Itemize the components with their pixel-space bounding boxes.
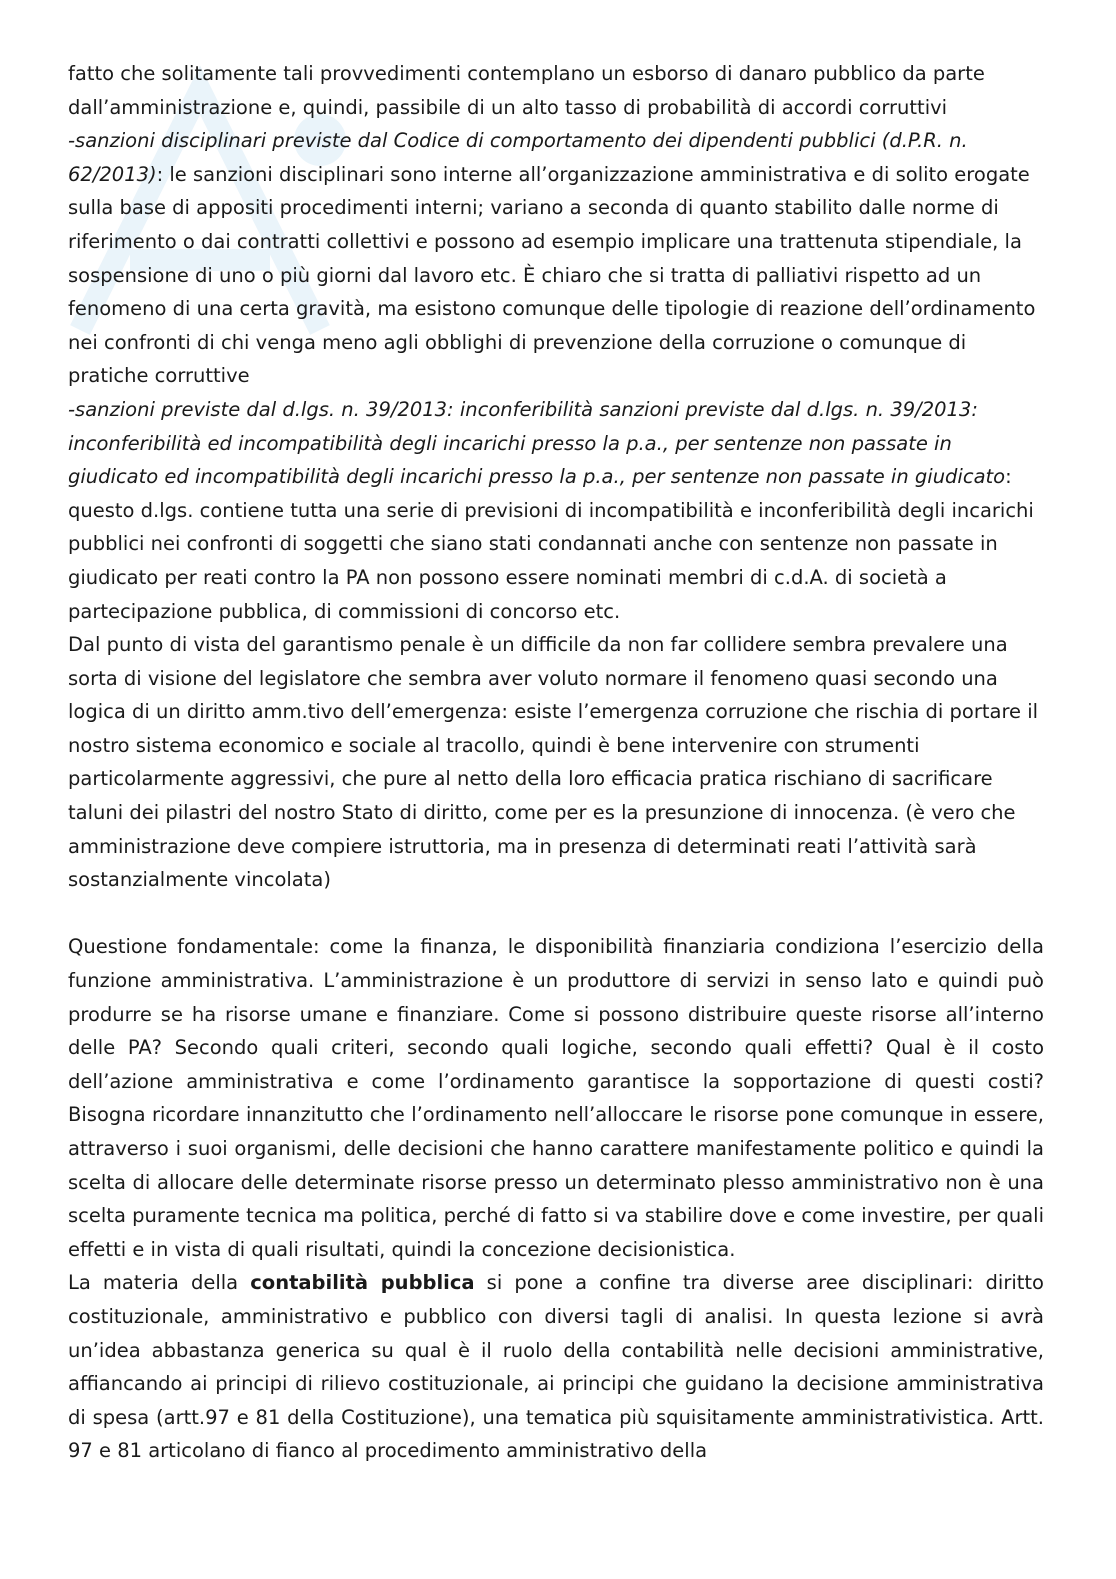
paragraph — [68, 124, 1044, 393]
paragraph-text: Dal punto di vista del garantismo penale è un difficile da non far collidere sembra prevalere una sorta di visione del legislatore che sembra aver voluto normare il fenomeno quasi secondo una logica di un diritto amm.tivo dell’emergenza: esiste l’emergenza corruzione che rischia di portare il nostro sistema economico e sociale al tracollo, quindi è bene intervenire con strumenti particolarmente aggressivi, che pure al netto della loro efficacia pratica rischiano di sacrificare taluni dei pilastri del nostro Stato di diritto, come per es la presunzione di innocenza. (è vero che amministrazione deve compiere istruttoria, ma in presenza di determinati reati l’attività sarà sostanzialmente vincolata) — [68, 633, 1039, 892]
paragraph-text: : le sanzioni disciplinari sono interne all’organizzazione amministrativa e di solito erogate sulla base di appositi procedimenti interni; variano a seconda di quanto stabilito dalle norme di riferimento o dai contratti collettivi e possono ad esempio implicare una trattenuta stipendiale, la sospensione di uno o più giorni dal lavoro etc. È chiaro che si tratta di palliativi rispetto ad un fenomeno di una certa gravità, ma esistono comunque delle tipologie di reazione dell’ordinamento nei confronti di chi venga meno agli obblighi di prevenzione della corruzione o comunque di pratiche corruttive — [68, 162, 1036, 388]
paragraph-italic-heading: -sanzioni previste dal d.lgs. n. 39/2013: inconferibilità sanzioni previste dal d.lgs. n. 39/2013: inconferibilità ed incompatibilità degli incarichi presso la p.a., per sentenze non passate in giudicato ed incompatibilità degli incarichi presso la p.a., per sentenze non passate in giudicato — [68, 397, 1006, 489]
paragraph — [68, 1266, 1044, 1468]
paragraph-italic-heading: -sanzioni disciplinari previste dal Codice di comportamento dei dipendenti pubblici (d.P.R. n. 62/2013) — [68, 129, 968, 186]
bold-term: contabilità pubblica — [250, 1271, 475, 1295]
paragraph-text: La materia della — [68, 1271, 251, 1295]
paragraph-text: si pone a confine tra diverse aree disciplinari: diritto costituzionale, amministrativo e pubblico con diversi tagli di analisi. In questa lezione si avrà un’idea abbastanza generica su qual è il ruolo della contabilità nelle decisioni amministrative, affiancando ai principi di rilievo costituzionale, ai principi che guidano la decisione amministrativa di spesa (artt.97 e 81 della Costituzione), una tematica più squisitamente amministrativistica. Artt. 97 e 81 articolano di fianco al procedimento amministrativo della — [68, 1271, 1044, 1463]
paragraph-text: Questione fondamentale: come la finanza, le disponibilità finanziaria condiziona l’esercizio della funzione amministrativa. L’amministrazione è un produttore di servizi in senso lato e quindi può produrre se ha risorse umane e finanziare. Come si possono distribuire queste risorse all’interno delle PA? Secondo quali criteri, secondo quali logiche, secondo quali effetti? Qual è il costo dell’azione amministrativa e come l’ordinamento garantisce la sopportazione di questi costi? Bisogna ricordare innanzitutto che l’ordinamento nell’alloccare le risorse pone comunque in essere, attraverso i suoi organismi, delle decisioni che hanno carattere manifestamente politico e quindi la scelta di allocare delle determinate risorse presso un determinato plesso amministrativo non è una scelta puramente tecnica ma politica, perché di fatto si va stabilire dove e come investire, per quali effetti e in vista di quali risultati, quindi la concezione decisionistica. — [68, 935, 1044, 1261]
document-body — [68, 57, 1044, 1468]
paragraph-text: : questo d.lgs. contiene tutta una serie di previsioni di incompatibilità e inconferibilità degli incarichi pubblici nei confronti di soggetti che siano stati condannati anche con sentenze non passate in giudicato per reati contro la PA non possono essere nominati membri di c.d.A. di società a partecipazione pubblica, di commissioni di concorso etc. — [68, 465, 1034, 623]
paragraph — [68, 57, 1044, 124]
paragraph — [68, 628, 1044, 897]
blank-line — [68, 897, 1044, 931]
paragraph — [68, 930, 1044, 1266]
paragraph — [68, 393, 1044, 628]
paragraph-text: fatto che solitamente tali provvedimenti contemplano un esborso di danaro pubblico da parte dall’amministrazione e, quindi, passibile di un alto tasso di probabilità di accordi corruttivi — [68, 62, 985, 119]
